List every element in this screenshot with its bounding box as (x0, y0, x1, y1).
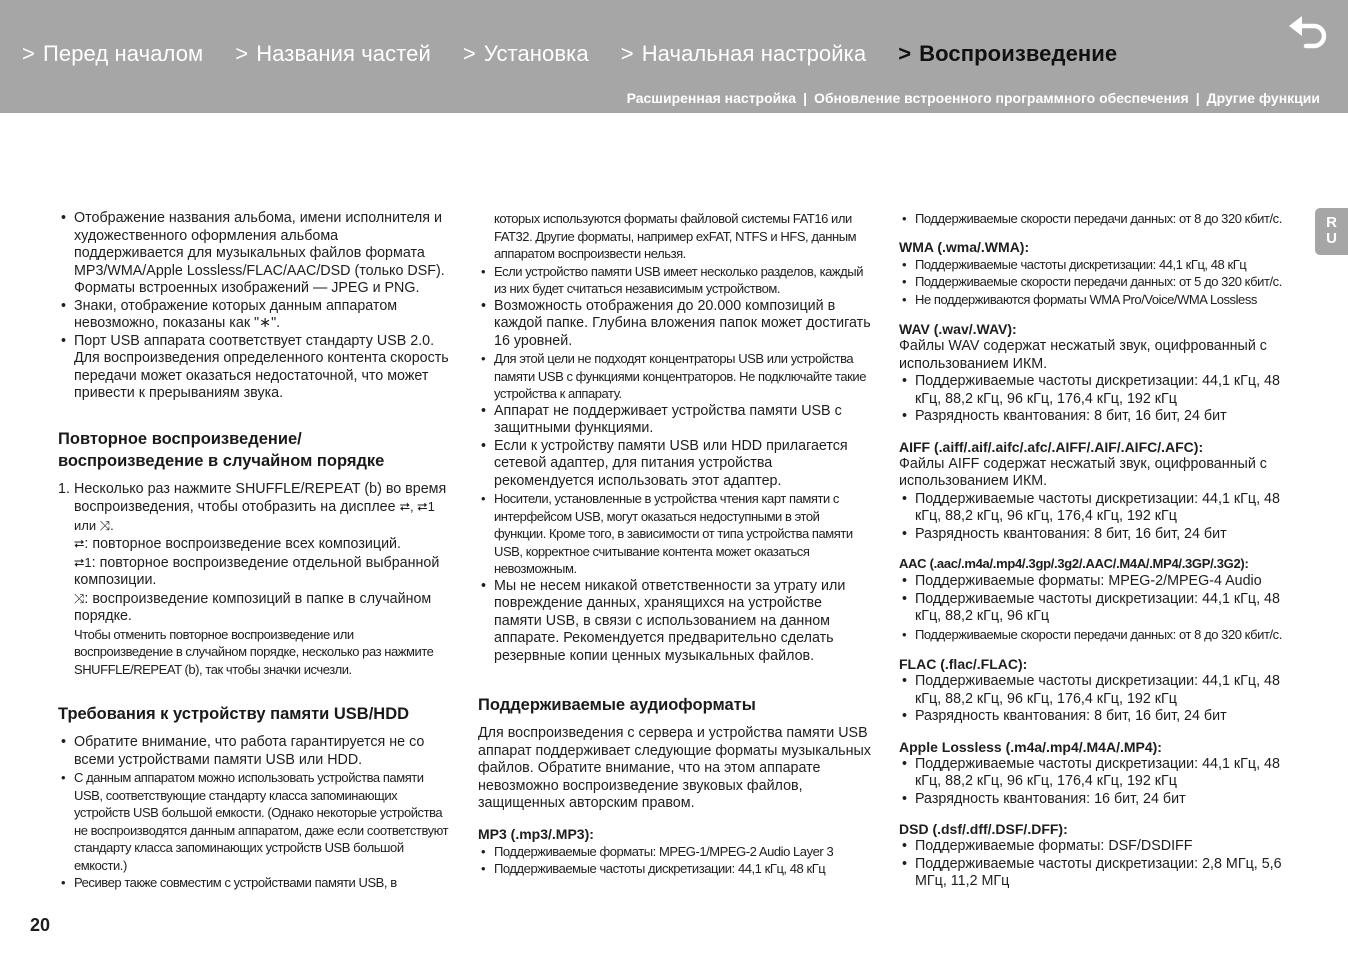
list-item: • Мы не несем никакой ответственности за утрату или повреждение данных, хранящихся на устройстве памяти USB, в связи с использованием на данном аппарате. Рекомендуется предварительно сделать резервные копии ценных музыкальных файлов. (478, 578, 873, 666)
aiff-description: Файлы AIFF содержат несжатый звук, оцифрованный с использованием ИКМ. (899, 455, 1267, 489)
alac-list (899, 756, 1294, 809)
list-item: • Обратите внимание, что работа гарантируется не со всеми устройствами памяти USB или HDD. (58, 734, 450, 769)
repeat-heading: Повторное воспроизведение/ воспроизведение в случайном порядке (58, 429, 385, 470)
wav-list (899, 373, 1294, 426)
list-item: • Аппарат не поддерживает устройства памяти USB с защитными функциями. (478, 403, 873, 438)
list-item: • Поддерживаемые форматы: MPEG-2/MPEG-4 Audio (899, 573, 1294, 591)
list-item: • С данным аппаратом можно использовать устройства памяти USB, соответствующие стандарту класса запоминающих устройств USB большой емкости. (Однако некоторые устройства не воспроизводятся данным аппаратом, даже если соответствуют стандарту класса запоминающих устройств USB большой емкости.) (58, 769, 450, 874)
subnav-separator: | (803, 90, 807, 106)
column-left (58, 210, 450, 892)
list-item: • Не поддерживаются форматы WMA Pro/Voice/WMA Lossless (899, 291, 1294, 309)
dsd-list (899, 838, 1294, 891)
aiff-list (899, 491, 1294, 544)
list-item: • Поддерживаемые частоты дискретизации: 44,1 кГц, 48 кГц (478, 860, 873, 878)
mp3-list-continued (899, 210, 1294, 228)
page-number: 20 (30, 915, 51, 935)
continued-text: которых используются форматы файловой системы FAT16 или FAT32. Другие форматы, например exFAT, NTFS и HFS, данным аппаратом воспроизвести нельзя. (494, 211, 857, 261)
nav-item-initial-setup[interactable]: > Начальная настройка (620, 41, 867, 66)
column-right (899, 210, 1294, 891)
subnav-advanced-setup[interactable]: Расширенная настройка (626, 90, 797, 106)
list-item: • Поддерживаемые скорости передачи данных: от 5 до 320 кбит/с. (899, 273, 1294, 291)
list-item: • Носители, установленные в устройства чтения карт памяти с интерфейсом USB, могут оказаться недоступными в этой функции. Кроме того, в зависимости от типа устройства памяти USB, корректное считывание контента может оказаться невозможным. (478, 490, 873, 578)
list-item: • Разрядность квантования: 8 бит, 16 бит, 24 бит (899, 408, 1294, 426)
list-item: • Ресивер также совместим с устройствами памяти USB, в (58, 874, 450, 892)
list-item: • Поддерживаемые частоты дискретизации: 44,1 кГц, 48 кГц, 88,2 кГц, 96 кГц, 176,4 кГц, 192 кГц (899, 756, 1294, 791)
list-item: • Поддерживаемые скорости передачи данных: от 8 до 320 кбит/с. (899, 626, 1294, 644)
list-item: • Поддерживаемые форматы: MPEG-1/MPEG-2 Audio Layer 3 (478, 843, 873, 861)
subnav-firmware-update[interactable]: Обновление встроенного программного обеспечения (813, 90, 1189, 106)
wma-title: WMA (.wma/.WMA): (899, 238, 1030, 255)
column-middle (478, 210, 873, 878)
repeat-one-icon: ⮂1 (74, 554, 92, 570)
mp3-title: MP3 (.mp3/.MP3): (478, 825, 594, 842)
nav-item-part-names[interactable]: > Названия частей (235, 41, 431, 66)
formats-heading: Поддерживаемые аудиоформаты (478, 696, 756, 714)
list-item: • Поддерживаемые частоты дискретизации: 44,1 кГц, 48 кГц, 88,2 кГц, 96 кГц (899, 591, 1294, 626)
dsd-title: DSD (.dsf/.dff/.DSF/.DFF): (899, 821, 1068, 837)
aiff-title: AIFF (.aiff/.aif/.aifc/.afc/.AIFF/.AIF/.AIFC/.AFC): (899, 438, 1204, 455)
alac-title: Apple Lossless (.m4a/.mp4/.M4A/.MP4): (899, 738, 1162, 755)
list-item: • Разрядность квантования: 8 бит, 16 бит, 24 бит (899, 526, 1294, 544)
list-item: • Поддерживаемые частоты дискретизации: 44,1 кГц, 48 кГц (899, 256, 1294, 274)
list-item: • Поддерживаемые частоты дискретизации: 44,1 кГц, 48 кГц, 88,2 кГц, 96 кГц, 176,4 кГц, 192 кГц (899, 373, 1294, 408)
repeat-step: 1. Несколько раз нажмите SHUFFLE/REPEAT (b) во время воспроизведения, чтобы отобразить на дисплее ⮂, ⮂1 или ⤨. ⮂: повторное воспроизведение всех композиций. ⮂1: повторное воспроизведение отдельной выбранной композиции. ⤨: воспроизведение композиций в папке в случайном порядке. Чтобы отменить повторное воспроизведение или воспроизведение в случайном порядке, несколько раз нажмите SHUFFLE/REPEAT (b), так чтобы значки исчезли. (58, 481, 450, 679)
shuffle-icon: ⤨ (74, 590, 85, 606)
nav-item-installation[interactable]: > Установка (462, 41, 589, 66)
language-tab: R U (1315, 208, 1348, 255)
list-item: • Поддерживаемые частоты дискретизации: 44,1 кГц, 48 кГц, 88,2 кГц, 96 кГц, 176,4 кГц, 192 кГц (899, 673, 1294, 708)
flac-title: FLAC (.flac/.FLAC): (899, 656, 1028, 672)
flac-list (899, 673, 1294, 726)
list-item: • Поддерживаемые скорости передачи данных: от 8 до 320 кбит/с. (899, 210, 1294, 228)
repeat-all-icon: ⮂ (74, 536, 85, 551)
list-item: • Если устройство памяти USB имеет несколько разделов, каждый из них будет считаться независимым устройством. (478, 263, 873, 298)
main-nav (22, 40, 1149, 68)
repeat-cancel-note: Чтобы отменить повторное воспроизведение или воспроизведение в случайном порядке, несколько раз нажмите SHUFFLE/REPEAT (b), так чтобы значки исчезли. (74, 626, 434, 677)
sub-nav (627, 90, 1320, 106)
repeat-mode-icons: ⮂, ⮂1 или ⤨. (74, 499, 435, 533)
list-item: • Знаки, отображение которых данным аппаратом невозможно, показаны как "∗". (58, 298, 450, 333)
usb-list-continued (478, 263, 873, 666)
list-item: • Для этой цели не подходят концентраторы USB или устройства памяти USB с функциями концентраторов. Не подключайте такие устройства к аппарату. (478, 350, 873, 403)
list-item: • Порт USB аппарата соответствует стандарту USB 2.0. Для воспроизведения определенного контента скорость передачи может оказаться недостаточной, что может привести к прерываниям звука. (58, 333, 450, 403)
aac-title: AAC (.aac/.m4a/.mp4/.3gp/.3g2/.AAC/.M4A/.MP4/.3GP/.3G2): (899, 556, 1249, 571)
wma-list (899, 256, 1294, 309)
usb-list (58, 734, 450, 892)
list-item: • Если к устройству памяти USB или HDD прилагается сетевой адаптер, для питания устройства рекомендуется использовать этот адаптер. (478, 438, 873, 491)
list-item: • Поддерживаемые частоты дискретизации: 2,8 МГц, 5,6 МГц, 11,2 МГц (899, 856, 1294, 891)
return-arrow-icon[interactable] (1286, 14, 1332, 52)
list-item: • Разрядность квантования: 16 бит, 24 бит (899, 791, 1294, 809)
info-list (58, 210, 450, 403)
list-item: • Разрядность квантования: 8 бит, 16 бит, 24 бит (899, 708, 1294, 726)
list-item: • Поддерживаемые частоты дискретизации: 44,1 кГц, 48 кГц, 88,2 кГц, 96 кГц, 176,4 кГц, 192 кГц (899, 491, 1294, 526)
list-item: • Возможность отображения до 20.000 композиций в каждой папке. Глубина вложения папок может достигать 16 уровней. (478, 298, 873, 351)
aac-list (899, 573, 1294, 643)
wav-description: Файлы WAV содержат несжатый звук, оцифрованный с использованием ИКМ. (899, 338, 1267, 372)
list-item: • Поддерживаемые форматы: DSF/DSDIFF (899, 838, 1294, 856)
usb-heading: Требования к устройству памяти USB/HDD (58, 705, 410, 723)
subnav-other-functions[interactable]: Другие функции (1206, 90, 1320, 106)
top-banner (0, 0, 1348, 113)
nav-item-before-start[interactable]: > Перед началом (22, 41, 204, 66)
wav-title: WAV (.wav/.WAV): (899, 321, 1017, 337)
list-item: • Отображение названия альбома, имени исполнителя и художественного оформления альбома поддерживается для музыкальных файлов формата MP3/WMA/Apple Lossless/FLAC/AAC/DSD (только DSF). Форматы встроенных изображений — JPEG и PNG. (58, 210, 450, 298)
formats-intro: Для воспроизведения с сервера и устройства памяти USB аппарат поддерживает следующие форматы музыкальных файлов. Обратите внимание, что на этом аппарате невозможно воспроизведение звуковых файлов, защищенных авторским правом. (478, 725, 871, 811)
nav-item-playback[interactable]: > Воспроизведение (898, 41, 1118, 66)
subnav-separator: | (1195, 90, 1200, 106)
mp3-list (478, 843, 873, 878)
